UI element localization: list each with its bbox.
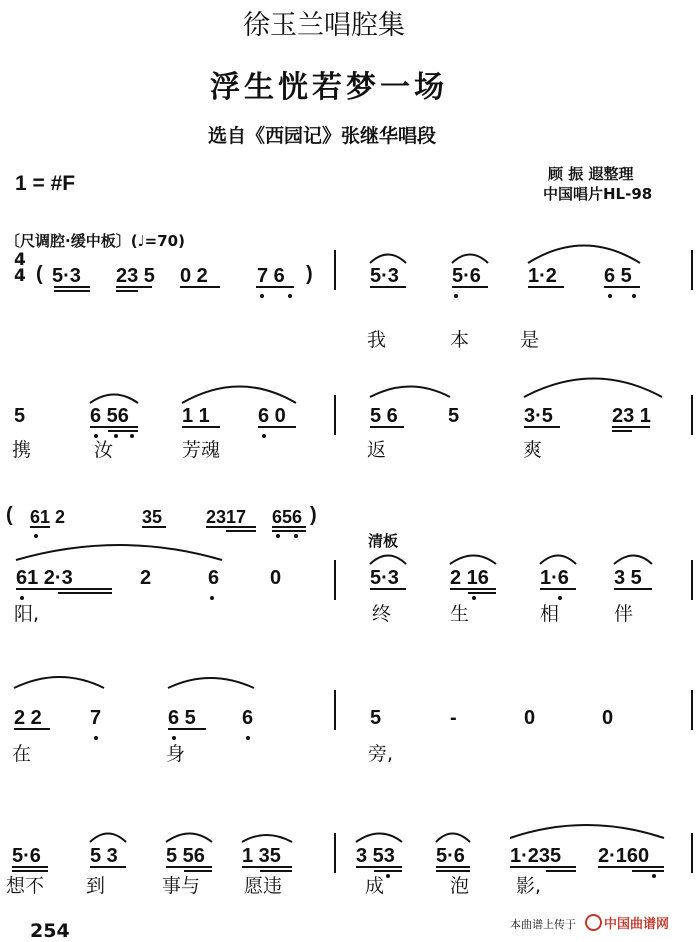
note-group: 7 bbox=[90, 707, 102, 729]
tempo-marking: 〔尺调腔·缓中板〕(♩=70) bbox=[5, 232, 185, 250]
note-group: 23 5 bbox=[116, 265, 155, 287]
note-group: 5 bbox=[14, 405, 26, 427]
lyric: 终 bbox=[372, 603, 392, 625]
note-group: 5 3 bbox=[90, 845, 118, 867]
lyric: 爽 bbox=[523, 439, 543, 461]
note-group: 5·6 bbox=[436, 845, 465, 867]
note-group: 0 bbox=[270, 567, 282, 589]
lyric: 事与 bbox=[162, 875, 201, 897]
note-group: 2 bbox=[140, 567, 152, 589]
note-group: ) bbox=[310, 504, 317, 526]
lyric: 泡 bbox=[450, 875, 470, 897]
note-group: 5 bbox=[370, 707, 382, 729]
collection-title: 徐玉兰唱腔集 bbox=[243, 10, 405, 41]
note-group: 6 bbox=[242, 707, 254, 729]
time-sig-top: 4 bbox=[14, 250, 26, 270]
note-group: 1 35 bbox=[242, 845, 281, 867]
note-group: 6 0 bbox=[258, 405, 286, 427]
note-group: ( bbox=[6, 504, 13, 526]
lyric: 阳, bbox=[14, 603, 40, 625]
source-line: 选自《西园记》张继华唱段 bbox=[208, 125, 437, 147]
lyric: 是 bbox=[520, 329, 540, 351]
upload-note: 本曲谱上传于 bbox=[510, 918, 576, 931]
note-group: 6 56 bbox=[90, 405, 129, 427]
note-group: 6 bbox=[208, 567, 220, 589]
note-group: 3 53 bbox=[356, 845, 395, 867]
lyric: 伴 bbox=[614, 603, 634, 625]
lyric: 本 bbox=[450, 329, 470, 351]
note-group: 5·6 bbox=[452, 265, 481, 287]
section-marker: 清板 bbox=[368, 532, 399, 550]
note-group: 3·5 bbox=[524, 405, 553, 427]
note-group: 0 2 bbox=[180, 265, 208, 287]
arranger: 顾 振 遐整理 bbox=[548, 165, 634, 183]
lyric: 旁, bbox=[368, 743, 394, 765]
lyric: 生 bbox=[450, 603, 470, 625]
record-number: 中国唱片HL-98 bbox=[543, 185, 653, 203]
lyric: 汝 bbox=[94, 439, 114, 461]
note-group: 5·3 bbox=[370, 567, 399, 589]
note-group: 5·3 bbox=[52, 265, 81, 287]
note-group: 5 bbox=[448, 405, 460, 427]
note-group: 2317 bbox=[206, 507, 247, 527]
note-group: 2 2 bbox=[14, 707, 42, 729]
lyric: 想不 bbox=[6, 875, 45, 897]
note-group: 5·3 bbox=[370, 265, 399, 287]
lyric: 相 bbox=[540, 603, 560, 625]
lyric: 愿违 bbox=[244, 875, 283, 897]
note-group: - bbox=[450, 707, 457, 729]
note-group: 1·6 bbox=[540, 567, 569, 589]
lyric: 返 bbox=[367, 439, 387, 461]
lyric: 芳魂 bbox=[182, 439, 221, 461]
note-group: 2 16 bbox=[450, 567, 489, 589]
lyric: 影, bbox=[516, 875, 542, 897]
note-group: 61 2·3 bbox=[16, 567, 73, 589]
lyric: 到 bbox=[86, 875, 106, 897]
page-number: 254 bbox=[30, 920, 70, 942]
note-group: ) bbox=[306, 263, 313, 285]
note-group: 61 2 bbox=[30, 507, 66, 527]
lyric: 在 bbox=[12, 743, 32, 765]
note-group: 3 5 bbox=[614, 567, 642, 589]
song-title: 浮生恍若梦一场 bbox=[210, 70, 448, 105]
key-signature: 1 = #F bbox=[15, 172, 76, 195]
lyric: 携 bbox=[12, 439, 32, 461]
note-group: ( bbox=[36, 263, 43, 285]
note-group: 0 bbox=[524, 707, 536, 729]
note-group: 35 bbox=[142, 507, 163, 527]
lyric: 身 bbox=[166, 743, 186, 765]
note-group: 0 bbox=[602, 707, 614, 729]
note-group: 5 6 bbox=[370, 405, 398, 427]
note-group: 1·235 bbox=[510, 845, 562, 867]
site-logo-text: 中国曲谱网 bbox=[604, 917, 670, 932]
lyric: 成 bbox=[365, 875, 385, 897]
note-group: 23 1 bbox=[612, 405, 651, 427]
note-group: 5 56 bbox=[166, 845, 205, 867]
note-group: 5·6 bbox=[12, 845, 41, 867]
note-group: 7 6 bbox=[257, 265, 285, 287]
note-group: 1·2 bbox=[528, 265, 557, 287]
lyric: 我 bbox=[367, 329, 387, 351]
note-group: 6 5 bbox=[604, 265, 632, 287]
note-group: 2·160 bbox=[598, 845, 650, 867]
note-group: 656 bbox=[272, 507, 303, 527]
note-group: 1 1 bbox=[182, 405, 210, 427]
time-sig-bottom: 4 bbox=[14, 266, 26, 286]
note-group: 6 5 bbox=[168, 707, 196, 729]
